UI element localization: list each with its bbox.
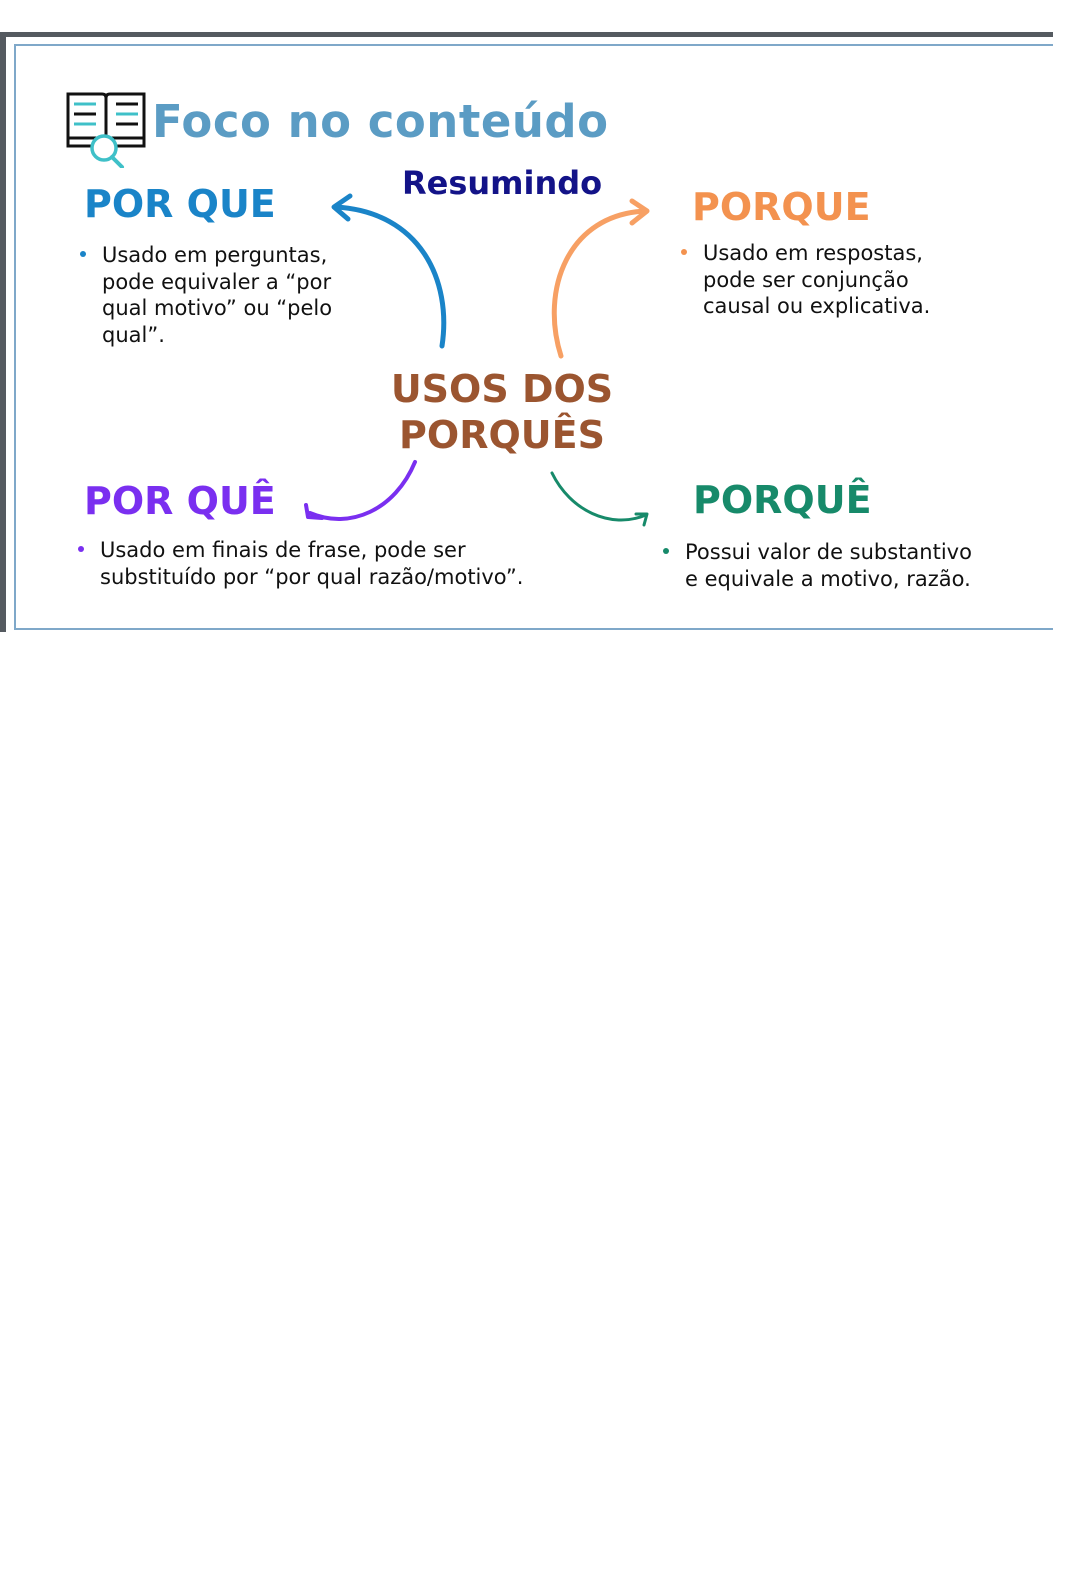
description-por-que-accent [78,537,598,590]
term-por-que-accent: POR QUÊ [84,479,276,523]
section-subtitle: Resumindo [402,164,603,202]
description-porque [681,240,981,320]
page-frame-left [0,32,6,632]
list-item [78,537,598,590]
description-line: qual motivo” ou “pelo [102,296,333,320]
list-item [663,539,1023,592]
term-porque: PORQUE [692,185,871,229]
description-line: causal ou explicativa. [703,294,931,318]
description-line: qual”. [102,322,165,347]
center-concept-line-2: PORQUÊS [399,413,605,457]
center-concept [362,366,642,458]
description-line: Usado em finais de frase, pode ser [100,538,466,562]
page-title: Foco no conteúdo [152,95,609,148]
description-line: pode equivaler a “por [102,269,332,294]
description-porque-noun [663,539,1023,592]
description-line: Possui valor de substantivo [685,540,972,564]
list-item [681,240,981,320]
description-line: e equivale a motivo, razão. [685,566,971,591]
center-concept-line-1: USOS DOS [390,367,614,411]
description-line: Usado em perguntas, [102,243,328,267]
book-magnifier-icon [64,90,148,168]
term-porque-noun: PORQUÊ [693,478,872,522]
description-line: Usado em respostas, [703,241,923,265]
description-line: pode ser conjunção [703,267,909,292]
term-por-que: POR QUE [84,182,276,226]
description-por-que [80,242,370,348]
page-frame-top [0,32,1053,37]
description-line: substituído por “por qual razão/motivo”. [100,564,524,589]
list-item [80,242,370,348]
